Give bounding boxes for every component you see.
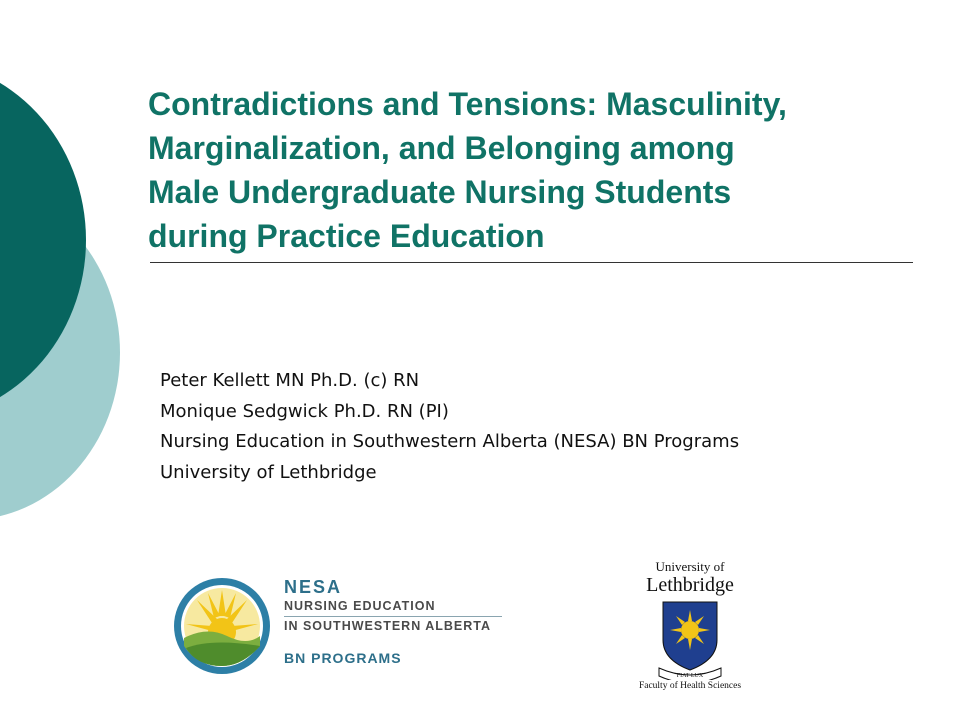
- uleth-faculty: Faculty of Health Sciences: [638, 681, 742, 691]
- title-divider: [150, 262, 913, 263]
- title-line: during Practice Education: [148, 218, 545, 254]
- title-line: Male Undergraduate Nursing Students: [148, 174, 732, 210]
- uleth-crest-icon: [655, 598, 725, 680]
- uleth-motto: FIAT LUX: [676, 673, 704, 679]
- nesa-divider: [284, 616, 502, 617]
- nesa-logo: [172, 576, 512, 676]
- affiliation-line: Nursing Education in Southwestern Alberta (NESA) BN Programs: [160, 431, 740, 452]
- nesa-wordmark: [284, 576, 502, 666]
- title-line: Contradictions and Tensions: Masculinity,: [148, 86, 787, 122]
- nesa-acronym: NESA: [284, 577, 343, 597]
- uleth-name-line-2: Lethbridge: [646, 574, 734, 596]
- title-line: Marginalization, and Belonging among: [148, 130, 735, 166]
- uleth-name-line-1: University of: [655, 559, 725, 574]
- author-line: Monique Sedgwick Ph.D. RN (PI): [160, 400, 449, 422]
- affiliation-line: University of Lethbridge: [160, 461, 377, 483]
- uleth-logo: [620, 560, 760, 700]
- author-info: [160, 366, 739, 488]
- nesa-sun-icon: [172, 576, 272, 676]
- nesa-line-1: NURSING EDUCATION: [284, 599, 436, 613]
- nesa-line-2: IN SOUTHWESTERN ALBERTA: [284, 619, 492, 633]
- nesa-programs: BN PROGRAMS: [284, 650, 402, 666]
- slide-title: [148, 82, 928, 258]
- author-line: Peter Kellett MN Ph.D. (c) RN: [160, 370, 420, 391]
